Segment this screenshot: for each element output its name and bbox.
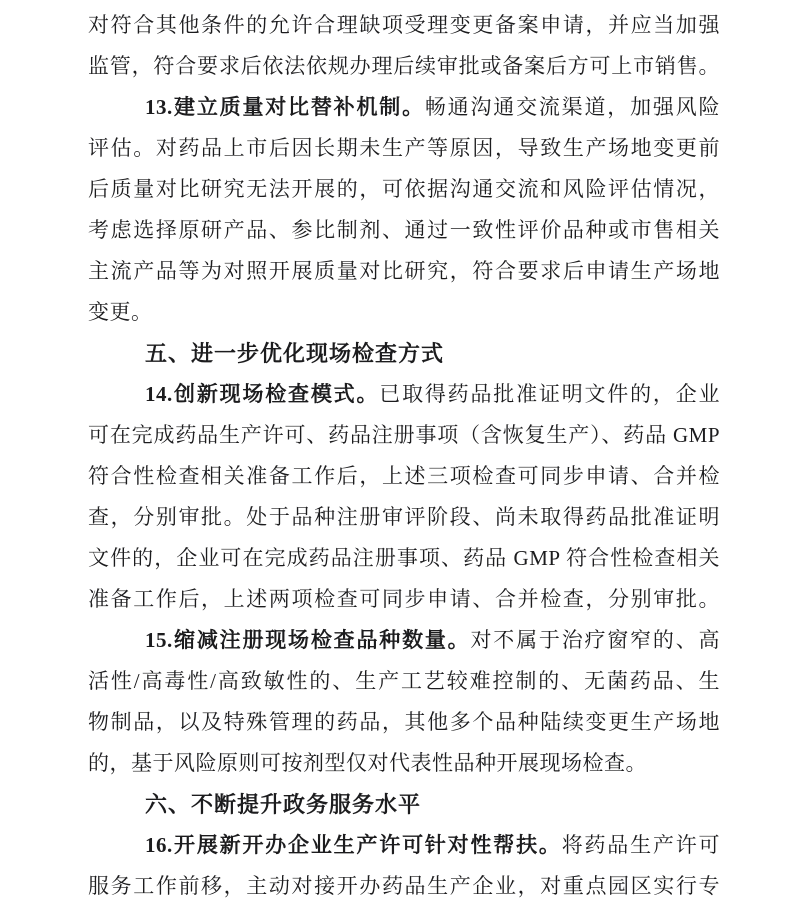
document-line xyxy=(88,579,720,620)
document-line xyxy=(88,866,720,906)
document-line xyxy=(88,210,720,251)
line-text: 五、进一步优化现场检查方式 xyxy=(145,341,445,366)
document-line xyxy=(88,743,720,784)
line-text: 对符合其他条件的允许合理缺项受理变更备案申请，并应当加强 xyxy=(88,13,720,37)
document-line xyxy=(88,169,720,210)
document-line xyxy=(88,87,720,128)
document-line xyxy=(88,825,720,866)
document-line xyxy=(88,374,720,415)
document-line xyxy=(88,538,720,579)
document-line xyxy=(88,46,720,87)
line-text: 文件的，企业可在完成药品注册事项、药品 GMP 符合性检查相关 xyxy=(88,546,720,570)
document-text-block xyxy=(88,5,720,906)
line-text: 监管，符合要求后依法依规办理后续审批或备案后方可上市销售。 xyxy=(88,54,720,78)
line-text: 六、不断提升政务服务水平 xyxy=(145,792,422,817)
document-line xyxy=(88,292,720,333)
line-text: 的，基于风险原则可按剂型仅对代表性品种开展现场检查。 xyxy=(88,751,647,775)
line-text: 符合性检查相关准备工作后，上述三项检查可同步申请、合并检 xyxy=(88,464,720,488)
document-line xyxy=(88,128,720,169)
document-line xyxy=(88,251,720,292)
document-line xyxy=(88,456,720,497)
item-lead-title: 13.建立质量对比替补机制。 xyxy=(145,95,425,119)
line-text: 畅通沟通交流渠道，加强风险 xyxy=(424,95,720,119)
line-text: 变更。 xyxy=(88,300,153,324)
line-text: 后质量对比研究无法开展的，可依据沟通交流和风险评估情况， xyxy=(88,177,720,201)
line-text: 准备工作后，上述两项检查可同步申请、合并检查，分别审批。 xyxy=(88,587,720,611)
line-text: 已取得药品批准证明文件的，企业 xyxy=(379,382,721,406)
line-text: 评估。对药品上市后因长期未生产等原因，导致生产场地变更前 xyxy=(88,136,720,160)
line-text: 考虑选择原研产品、参比制剂、通过一致性评价品种或市售相关 xyxy=(88,218,720,242)
item-lead-title: 16.开展新开办企业生产许可针对性帮扶。 xyxy=(145,833,562,857)
document-line xyxy=(88,661,720,702)
line-text: 活性/高毒性/高致敏性的、生产工艺较难控制的、无菌药品、生 xyxy=(88,669,720,693)
line-text: 物制品，以及特殊管理的药品，其他多个品种陆续变更生产场地 xyxy=(88,710,720,734)
document-line xyxy=(88,415,720,456)
line-text: 可在完成药品生产许可、药品注册事项（含恢复生产）、药品 GMP xyxy=(88,423,720,447)
section-heading xyxy=(88,333,720,374)
document-line xyxy=(88,5,720,46)
document-line xyxy=(88,702,720,743)
item-lead-title: 14.创新现场检查模式。 xyxy=(145,382,380,406)
section-heading xyxy=(88,784,720,825)
document-line xyxy=(88,620,720,661)
line-text: 将药品生产许可 xyxy=(561,833,720,857)
line-text: 主流产品等为对照开展质量对比研究，符合要求后申请生产场地 xyxy=(88,259,720,283)
line-text: 服务工作前移，主动对接开办药品生产企业，对重点园区实行专 xyxy=(88,874,720,898)
item-lead-title: 15.缩减注册现场检查品种数量。 xyxy=(145,628,471,652)
document-line xyxy=(88,497,720,538)
line-text: 对不属于治疗窗窄的、高 xyxy=(470,628,721,652)
line-text: 查，分别审批。处于品种注册审评阶段、尚未取得药品批准证明 xyxy=(88,505,720,529)
